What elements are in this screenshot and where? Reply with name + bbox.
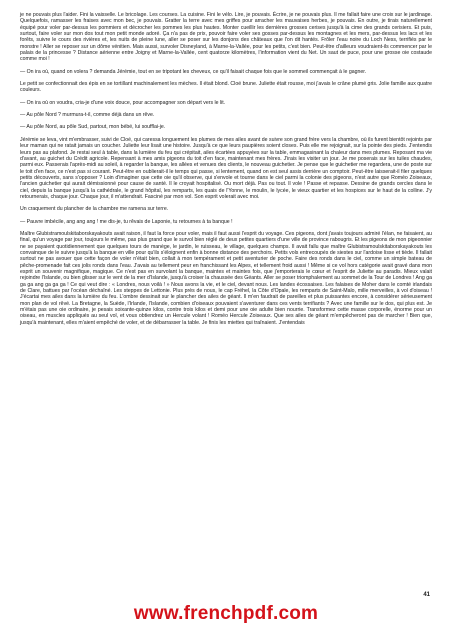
footer-watermark-link[interactable]: www.frenchpdf.com (133, 603, 319, 624)
paragraph: Un craquement du plancher de la chambre me ramena sur terre. (20, 206, 169, 213)
paragraph: Maître Glubistramoulskitaborskayakouts avait raison, il faut la force pour voler, mais il faut aussi l'esprit du voyage. Ces pigeons, dont j'avais toujours admiré l'élan, ne faisaient, au final, qu'un voyage par jour, toujours le même, pas plus grand que le survol bien réglé de deux petites quartiers d'une ville de province rabougris. Et les pigeons de mon pigeonnier ne se payaient quotidiennement que quelques tours de manège, le jardin, le ruisseau, le village, quelques champs. Il avait fallu que maître Glubistramoulskitaborskayakouts les convainque de le suivre jusqu'à la banque en ville pour qu'ils s'éloignent enfin à bonne distance des perchoirs. Petits vols entrecoupés de siestes sur l'ardoise lisse et tiède. Il fallait surtout ne pas avouer que cette façon de voler n'était bien, collait à mon tempérament et petit aventurier de poche. Faire des ronds dans le ciel, comme un simple bateau de pêche-promenade fait ces jolis ronds dans l'eau. J'avais au tellement peur en franchissant les Alpes, et tellement froid aussi ! Même si ce vol hors catégorie avait gravé dans mon esprit un souvenir magnifique, magique. Ce n'est pas en survolant la banque, maintes et maintes fois, que j'emporterais le cœur et l'esprit de Juliette au paradis. Mieux valait rejoindre l'Islande, ou bien glisser sur le vent de la mer d'Islande, jusqu'à croiser la chaussée des Géants. Aller se poser triomphalement au sommet de la Tour de Londres ! Ang ga ga ga ang ga ga ga ! Ce qui veut dire : « Londres, nous voilà ! » Nous avons la vie, et le ciel, devant nous. Les landes écossaises. Les falaises de Moher dans le comté irlandais de Clare, battues par l'océan déchaîné. Les steppes de Lettonie. Plus près de nous, le cap Fréhel, la Côte d'Opale, les remparts de Saint-Malo, mille merveilles, à vol d'oiseau ! J'écartai mes ailes dans la lumière du feu. L'ombre dessinait sur le plancher des ailes de géant. Il m'en faudrait de pareilles et plus puissantes encore, à considérer sérieusement mon plan de vol rêvé. La Bretagne, la Suède, l'Irlande, l'Islande, combien d'oiseaux pouvaient s'aventurer dans ces vents terrifiants ? Avec une famille sur le dos, qui plus est. Je m'étais pas une oie ordinaire, je pesais soixante-quinze kilos, contre trois kilos et demi pour une oie adulte bien nourrie. Transformez cette masse corporelle, énorme pour un oiseau, en muscles appliqués au seul vol, et vous obtiendrez un Hercule volant ! Roméo Hercule Zoiseaux. Que ses ailes de géant m'empêcheront pas de marcher ! Bien que, jusqu'à maintenant, elles m'aient empêché de voler, et de débarrasser la table. Je finis les miettes qui traînaient. J'entendais (20, 230, 432, 326)
paragraph: — On ira où, quand on volera ? demanda Jérémie, tout en se tripotant les cheveux, ce qu'il faisait chaque fois que le sommeil commençait à le gagner. (20, 68, 367, 75)
paragraph: — Au pôle Nord ? murmura-t-il, comme déjà dans un rêve. (20, 112, 155, 119)
paragraph: — On ira où on voudra, cria-je d'une voix douce, pour accompagner son départ vers le lit. (20, 99, 226, 106)
paragraph: — Pauvre imbécile, ang ang ang ! me dis-je, tu rêvais de Laponie, tu retournes à ta banque ! (20, 218, 233, 225)
paragraph: — Au pôle Nord, au pôle Sud, partout, mon bébé, lui soufflai-je. (20, 124, 166, 131)
paragraph: Le petit se confectionnait des épis en se tortillant machinalement les mèches. Il était blond. Cloé brune. Juliette était rousse, moi j'avais le crâne plumé gris. Jolie famille aux quatre couleurs. (20, 81, 432, 94)
paragraph: je ne pouvais plus l'aider. Fini la vaisselle. Le bricolage. Les courses. La cuisine. Fini le vélo. Lire, je pouvais. Écrire, je ne pouvais plus. Il me fallait faire une croix sur le jardinage. Quelquefois, ramasser les fraises avec mon bec, je pouvais. Gratter la terre avec mes griffes pour arracher les mauvaises herbes, je pouvais. En outre, je tirais naturellement équipé pour voler par-dessus les pommiers et décrocher les pommes les plus hautes. Monter cueillir les dernières grosses cerises jusqu'à la cime des grands cerisiers. Et puis, surtout, faire voler sur mon dos tout mon petit monde adoré. Ça n'a pas de prix, pouvoir faire voler ses gosses par-dessus les montagnes et les mers, par-dessus les lacs et les forêts, suivre le cours des rivières et, les nuits de pleine lune, aller se poser sur les donjons des châteaux que l'on dit hantés. Frôler l'eau noire du Loch Ness, terrifiés par le monstre ! Aller se reposer sur un dôme vénitien. Mais aussi, survoler Disneyland, à Marne-la-Vallée, pour les petits, c'est bien. Peut-être d'ailleurs voudraient-ils commencer par le palais de la princesse ? Distance aérienne entre Joigny et Marne-la-Vallée, cent quatorze kilomètres, l'information vient du Net. Un saut de puce, pour une grosse oie costaude comme moi ! (20, 12, 432, 63)
page-text (20, 12, 432, 329)
paragraph: Jérémie se leva, vint m'embrasser, suivi de Cloé, qui caressa longuement les plumes de mes ailes avant de suivre son grand frère vers la chambre, où ils furent bientôt rejoints par leur maman qui ne ratait jamais un coucher. Juliette leur lisait une histoire. Jusqu'à ce que leurs paupières soient closes. Puis elle me rejoignait, sur la pointe des pieds. J'entendis leurs pas au plafond. Je restai seul à table, dans la lumière du feu qui crépitait, ailes écartées appuyées sur la table, emmagasinant la chaleur dans mes plumes. Reposant ma vie d'avant, au guichet du Crédit agricole. Repensant à mes amis pigeons du toit d'en face, maintenant mes frères. J'irais les visiter un jour. Je me poserais sur les tuiles chaudes, parmi eux. Passerais l'après-midi au soleil, à regarder la banque, les allées et venues des clients, le nouveau guichetier. Je pense que le guichetier me regardera, une de poste sur le toit d'en face, ce n'est pas si courant. Peut-être en oublierait-il le temps qui passe, si lentement, quand on est seul assis derrière un comptoir. Peut-être laisserait-il filer quelques petits découverts, sans s'opposer ? Loin d'imaginer que cette oie qu'il observe, qui s'envole et tourne dans le ciel parmi la colonie des pigeons, n'est autre que Roméo Zoiseaux, l'ancien guichetier qui aurait démissionné pour cause de santé. Il le croyait hospitalisé. Ou mort déjà. Pas ou tout. Il vole ! Passe et repasse. Dessine de grands cercles dans le ciel, depuis la banque jusqu'à la cathédrale, le grand hôpital, les remparts, les quais de l'Yonne, le moulin, le lycée, le vieux quartier et les hospices sur le haut de la colline. J'y retournerais, chaque jour. Chaque jour, il m'attendrait. Fasciné par mon vol. Son esprit volerait avec moi. (20, 136, 432, 200)
page-number: 41 (423, 592, 430, 598)
